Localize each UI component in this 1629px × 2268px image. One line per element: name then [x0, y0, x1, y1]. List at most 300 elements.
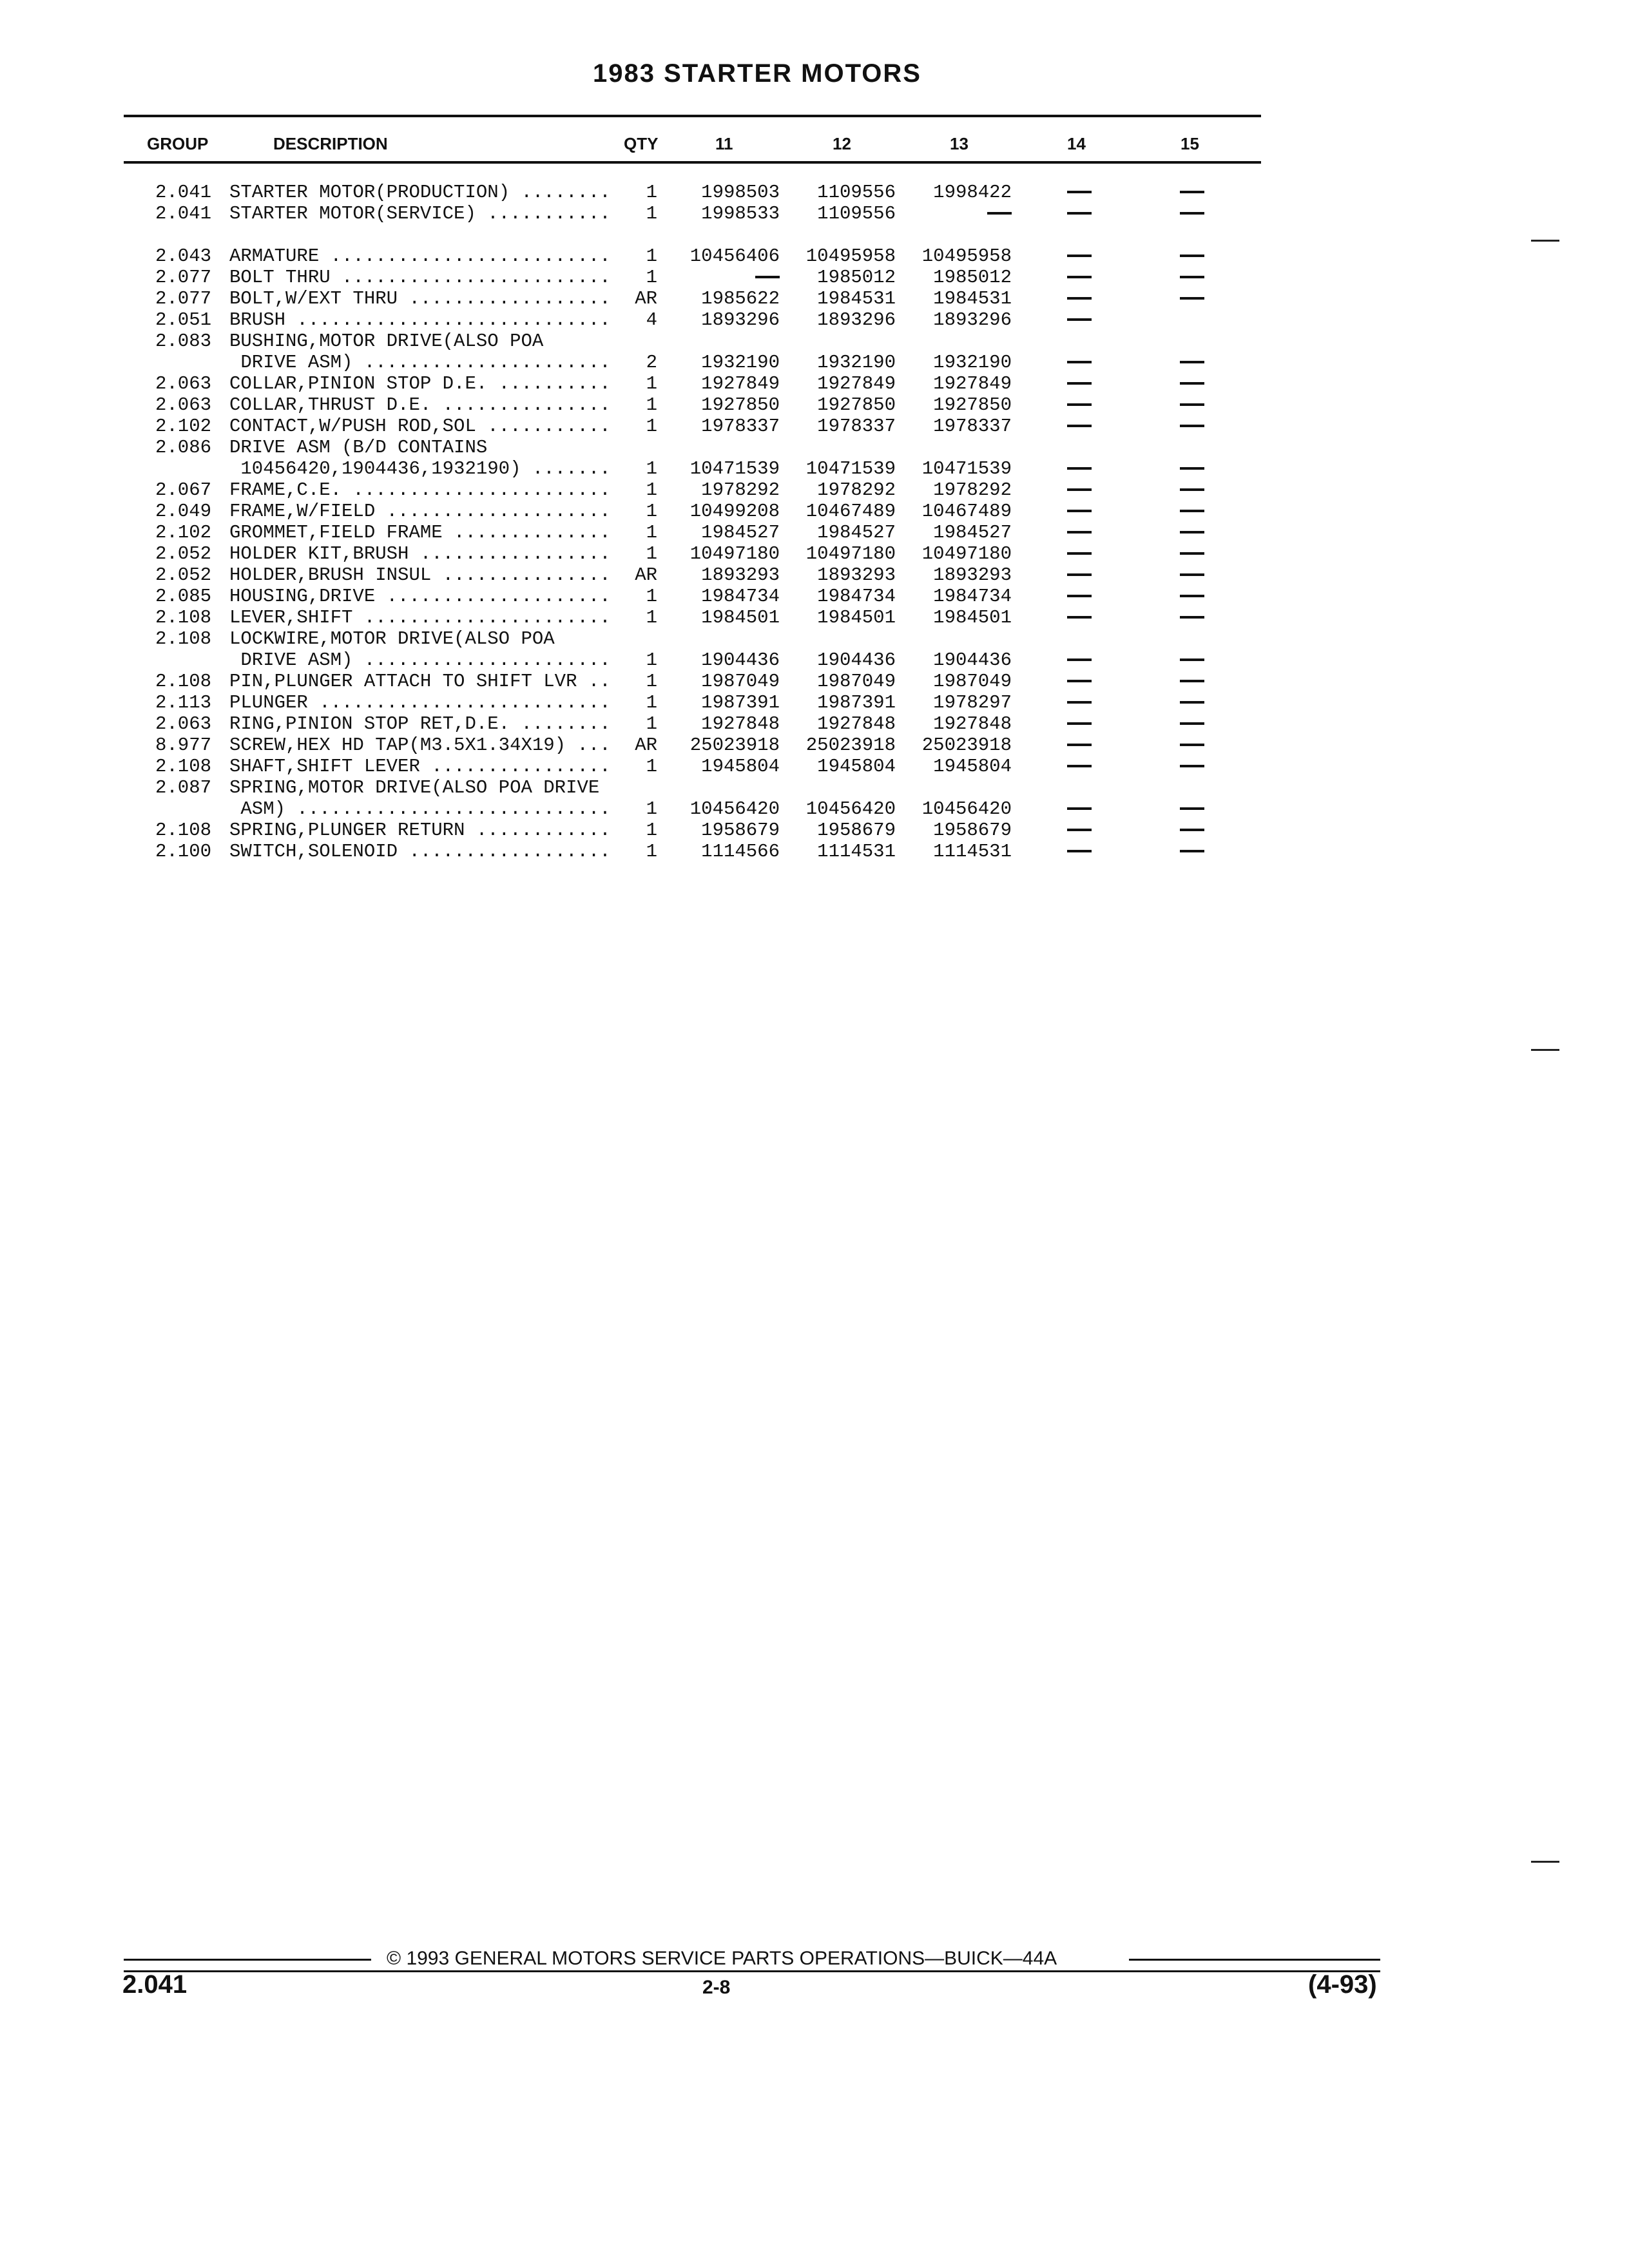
- col-13-cell: 25023918: [921, 735, 1012, 756]
- col-11-cell: 1984734: [701, 586, 780, 607]
- col-12-cell: 1927848: [817, 713, 896, 735]
- description-cell: LEVER,SHIFT ......................: [229, 607, 611, 628]
- col-11-cell: 1985622: [701, 288, 780, 309]
- col-11-cell: 10471539: [689, 458, 780, 479]
- dash-mark: [1067, 573, 1092, 576]
- group-cell: 2.077: [155, 288, 211, 309]
- footer-section-number: 2.041: [122, 1970, 188, 1999]
- qty-cell: 1: [646, 182, 657, 203]
- col-14-cell: [1066, 564, 1092, 586]
- qty-cell: 1: [646, 713, 657, 735]
- col-12-cell: 1984734: [817, 586, 896, 607]
- dash-mark: [1067, 616, 1092, 619]
- col-11-cell: 1984501: [701, 607, 780, 628]
- description-cell: DRIVE ASM) ......................: [229, 649, 611, 671]
- qty-cell: 1: [646, 841, 657, 862]
- col-13-cell: 10456420: [921, 798, 1012, 820]
- col-11-cell: 1998503: [701, 182, 780, 203]
- col-11-cell: 1945804: [701, 756, 780, 777]
- group-cell: 2.043: [155, 245, 211, 267]
- table-row: [0, 522, 1629, 543]
- margin-mark: [1531, 1861, 1559, 1863]
- col-12-cell: 1987049: [817, 671, 896, 692]
- group-cell: 2.108: [155, 756, 211, 777]
- dash-mark: [1067, 829, 1092, 831]
- col-11-cell: 1987391: [701, 692, 780, 713]
- col-11-cell: 1998533: [701, 203, 780, 224]
- description-cell: HOUSING,DRIVE ....................: [229, 586, 611, 607]
- dash-mark: [1180, 361, 1204, 363]
- group-cell: 2.108: [155, 607, 211, 628]
- col-12-cell: 1109556: [817, 203, 896, 224]
- col-14-cell: [1066, 479, 1092, 501]
- col-11-cell: 1978337: [701, 416, 780, 437]
- col-12-cell: 1984527: [817, 522, 896, 543]
- dash-mark: [1180, 297, 1204, 300]
- dash-mark: [1067, 765, 1092, 767]
- dash-mark: [1180, 191, 1204, 193]
- description-cell: PIN,PLUNGER ATTACH TO SHIFT LVR ..: [229, 671, 611, 692]
- dash-mark: [1180, 552, 1204, 555]
- col-12-cell: 25023918: [805, 735, 896, 756]
- qty-cell: 2: [646, 352, 657, 373]
- col-11-cell: 1927849: [701, 373, 780, 394]
- table-row: [0, 394, 1629, 416]
- col-15-cell: [1179, 798, 1205, 820]
- dash-mark: [987, 212, 1012, 215]
- description-cell: ARMATURE .........................: [229, 245, 611, 267]
- col-14-cell: [1066, 309, 1092, 331]
- description-cell: BOLT,W/EXT THRU ..................: [229, 288, 611, 309]
- qty-cell: 1: [646, 671, 657, 692]
- group-cell: 2.108: [155, 820, 211, 841]
- description-cell: SPRING,PLUNGER RETURN ............: [229, 820, 611, 841]
- col-13-cell: 1984734: [933, 586, 1012, 607]
- dash-mark: [1067, 276, 1092, 278]
- qty-cell: 4: [646, 309, 657, 331]
- description-cell: PLUNGER ..........................: [229, 692, 611, 713]
- description-cell: ASM) ............................: [229, 798, 611, 820]
- dash-mark: [1180, 829, 1204, 831]
- col-11-cell: 1927848: [701, 713, 780, 735]
- qty-cell: 1: [646, 522, 657, 543]
- col-13-cell: 1984531: [933, 288, 1012, 309]
- col-14-cell: [1066, 394, 1092, 416]
- table-row: [0, 458, 1629, 479]
- group-cell: 2.041: [155, 182, 211, 203]
- col-15-cell: [1179, 182, 1205, 203]
- group-cell: 2.063: [155, 373, 211, 394]
- description-cell: HOLDER,BRUSH INSUL ...............: [229, 564, 611, 586]
- description-cell: CONTACT,W/PUSH ROD,SOL ...........: [229, 416, 611, 437]
- qty-cell: 1: [646, 267, 657, 288]
- col-14-cell: [1066, 352, 1092, 373]
- col-13-cell: 10471539: [921, 458, 1012, 479]
- col-13-cell: 1978337: [933, 416, 1012, 437]
- col-13-cell: 1893293: [933, 564, 1012, 586]
- table-row: [0, 352, 1629, 373]
- col-11-cell: 1893296: [701, 309, 780, 331]
- table-row: [0, 437, 1629, 458]
- group-cell: 2.102: [155, 416, 211, 437]
- table-row: [0, 543, 1629, 564]
- col-15-cell: [1179, 479, 1205, 501]
- group-cell: 2.113: [155, 692, 211, 713]
- group-cell: 2.102: [155, 522, 211, 543]
- col-14-cell: [1066, 756, 1092, 777]
- group-cell: 2.067: [155, 479, 211, 501]
- dash-mark: [1067, 318, 1092, 321]
- col-12-cell: 10467489: [805, 501, 896, 522]
- col-13-cell: 1998422: [933, 182, 1012, 203]
- col-11-cell: 1984527: [701, 522, 780, 543]
- col-13-cell: 1904436: [933, 649, 1012, 671]
- col-11-cell: [683, 267, 780, 288]
- col-12-cell: 1109556: [817, 182, 896, 203]
- table-row: [0, 607, 1629, 628]
- col-11-cell: 1114566: [701, 841, 780, 862]
- dash-mark: [1180, 744, 1204, 746]
- col-14-cell: [1066, 182, 1092, 203]
- table-row: [0, 756, 1629, 777]
- table-row: [0, 820, 1629, 841]
- col-15-cell: [1179, 288, 1205, 309]
- dash-mark: [1067, 722, 1092, 725]
- header-bottom-rule: [124, 161, 1261, 164]
- col-11-cell: 1927850: [701, 394, 780, 416]
- col-13-cell: 1927849: [933, 373, 1012, 394]
- col-14-cell: [1066, 373, 1092, 394]
- col-11-cell: 1893293: [701, 564, 780, 586]
- qty-cell: 1: [646, 373, 657, 394]
- header-top-rule: [124, 115, 1261, 117]
- col-12-cell: 10497180: [805, 543, 896, 564]
- col-15-cell: [1179, 820, 1205, 841]
- col-15-cell: [1179, 352, 1205, 373]
- table-row: [0, 309, 1629, 331]
- col-14-cell: [1066, 649, 1092, 671]
- col-12-cell: 1945804: [817, 756, 896, 777]
- table-row: [0, 586, 1629, 607]
- description-cell: RING,PINION STOP RET,D.E. ........: [229, 713, 611, 735]
- col-15-cell: [1179, 586, 1205, 607]
- col-15-cell: [1179, 692, 1205, 713]
- col-12-cell: 1932190: [817, 352, 896, 373]
- col-12-cell: 1893293: [817, 564, 896, 586]
- table-row: [0, 671, 1629, 692]
- col-14-cell: [1066, 607, 1092, 628]
- col-13-cell: 1893296: [933, 309, 1012, 331]
- table-row: [0, 649, 1629, 671]
- col-12-cell: 1904436: [817, 649, 896, 671]
- dash-mark: [1067, 467, 1092, 470]
- dash-mark: [1180, 850, 1204, 852]
- col-14-cell: [1066, 501, 1092, 522]
- qty-cell: 1: [646, 458, 657, 479]
- col-13-cell: 1927850: [933, 394, 1012, 416]
- dash-mark: [1067, 510, 1092, 512]
- qty-cell: 1: [646, 798, 657, 820]
- qty-cell: 1: [646, 586, 657, 607]
- dash-mark: [1180, 382, 1204, 385]
- qty-cell: 1: [646, 245, 657, 267]
- dash-mark: [1067, 531, 1092, 533]
- dash-mark: [1180, 807, 1204, 810]
- col-11-cell: 10456406: [689, 245, 780, 267]
- description-cell: SPRING,MOTOR DRIVE(ALSO POA DRIVE: [229, 777, 600, 798]
- dash-mark: [1067, 658, 1092, 661]
- description-cell: DRIVE ASM (B/D CONTAINS: [229, 437, 488, 458]
- footer-rule-left: [124, 1959, 371, 1961]
- col-12-cell: 1985012: [817, 267, 896, 288]
- group-cell: 2.052: [155, 543, 211, 564]
- dash-mark: [1067, 488, 1092, 491]
- col-15-cell: [1179, 713, 1205, 735]
- col-13-cell: 1978297: [933, 692, 1012, 713]
- col-15-cell: [1179, 203, 1205, 224]
- col-13-cell: 10497180: [921, 543, 1012, 564]
- col-15-cell: [1179, 671, 1205, 692]
- col-11-cell: 1932190: [701, 352, 780, 373]
- qty-cell: AR: [635, 288, 657, 309]
- footer-page-number: 2-8: [702, 1977, 731, 1998]
- col-12-cell: 10471539: [805, 458, 896, 479]
- dash-mark: [1180, 765, 1204, 767]
- col-11-cell: 10499208: [689, 501, 780, 522]
- table-row: [0, 564, 1629, 586]
- col-12-cell: 1114531: [817, 841, 896, 862]
- dash-mark: [1180, 212, 1204, 215]
- group-cell: 2.108: [155, 628, 211, 649]
- group-cell: 2.052: [155, 564, 211, 586]
- col-14-cell: [1066, 288, 1092, 309]
- table-row: [0, 501, 1629, 522]
- qty-cell: 1: [646, 820, 657, 841]
- col-13-cell: 1958679: [933, 820, 1012, 841]
- col-header-group: GROUP: [147, 134, 209, 153]
- col-15-cell: [1179, 735, 1205, 756]
- col-14-cell: [1066, 267, 1092, 288]
- dash-mark: [1180, 467, 1204, 470]
- dash-mark: [1180, 658, 1204, 661]
- col-11-cell: 1904436: [701, 649, 780, 671]
- col-11-cell: 1978292: [701, 479, 780, 501]
- col-15-cell: [1179, 373, 1205, 394]
- dash-mark: [1180, 276, 1204, 278]
- col-header-15: 15: [1181, 134, 1199, 153]
- dash-mark: [1067, 595, 1092, 597]
- footer-rule-right: [1129, 1959, 1380, 1961]
- col-11-cell: 10497180: [689, 543, 780, 564]
- table-row: [0, 373, 1629, 394]
- description-cell: SWITCH,SOLENOID ..................: [229, 841, 611, 862]
- dash-mark: [1067, 425, 1092, 427]
- table-row: [0, 331, 1629, 352]
- dash-mark: [1067, 212, 1092, 215]
- col-12-cell: 1927850: [817, 394, 896, 416]
- page-title: 1983 STARTER MOTORS: [593, 59, 921, 88]
- col-header-14: 14: [1067, 134, 1086, 153]
- qty-cell: AR: [635, 564, 657, 586]
- col-header-12: 12: [833, 134, 851, 153]
- col-14-cell: [1066, 586, 1092, 607]
- table-row: [0, 267, 1629, 288]
- qty-cell: 1: [646, 394, 657, 416]
- col-12-cell: 1958679: [817, 820, 896, 841]
- col-14-cell: [1066, 543, 1092, 564]
- dash-mark: [1067, 850, 1092, 852]
- qty-cell: 1: [646, 203, 657, 224]
- col-13-cell: 1987049: [933, 671, 1012, 692]
- col-15-cell: [1179, 841, 1205, 862]
- col-14-cell: [1066, 820, 1092, 841]
- col-14-cell: [1066, 713, 1092, 735]
- table-row: [0, 841, 1629, 862]
- dash-mark: [1067, 701, 1092, 704]
- col-12-cell: 1984501: [817, 607, 896, 628]
- dash-mark: [1180, 255, 1204, 257]
- description-cell: FRAME,C.E. .......................: [229, 479, 611, 501]
- dash-mark: [1067, 255, 1092, 257]
- group-cell: 8.977: [155, 735, 211, 756]
- qty-cell: 1: [646, 649, 657, 671]
- table-row: [0, 798, 1629, 820]
- qty-cell: 1: [646, 756, 657, 777]
- footer-revision: (4-93): [1308, 1970, 1377, 1999]
- col-13-cell: 1932190: [933, 352, 1012, 373]
- description-cell: BUSHING,MOTOR DRIVE(ALSO POA: [229, 331, 544, 352]
- col-12-cell: 1987391: [817, 692, 896, 713]
- table-row-spacer: [0, 224, 1629, 245]
- col-13-cell: 1945804: [933, 756, 1012, 777]
- table-row: [0, 777, 1629, 798]
- col-15-cell: [1179, 607, 1205, 628]
- col-13-cell: 10495958: [921, 245, 1012, 267]
- col-15-cell: [1179, 394, 1205, 416]
- margin-mark: [1531, 1049, 1559, 1051]
- col-14-cell: [1066, 841, 1092, 862]
- table-row: [0, 288, 1629, 309]
- col-13-cell: 1114531: [933, 841, 1012, 862]
- col-15-cell: [1179, 416, 1205, 437]
- description-cell: STARTER MOTOR(PRODUCTION) ........: [229, 182, 611, 203]
- col-15-cell: [1179, 501, 1205, 522]
- dash-mark: [1180, 403, 1204, 406]
- dash-mark: [1180, 425, 1204, 427]
- table-row: [0, 628, 1629, 649]
- table-row: [0, 692, 1629, 713]
- dash-mark: [1067, 403, 1092, 406]
- dash-mark: [1067, 361, 1092, 363]
- description-cell: DRIVE ASM) ......................: [229, 352, 611, 373]
- group-cell: 2.063: [155, 713, 211, 735]
- description-cell: SHAFT,SHIFT LEVER ................: [229, 756, 611, 777]
- group-cell: 2.041: [155, 203, 211, 224]
- dash-mark: [1067, 297, 1092, 300]
- dash-mark: [1180, 573, 1204, 576]
- col-header-11: 11: [715, 134, 733, 153]
- margin-mark: [1531, 240, 1559, 242]
- qty-cell: 1: [646, 607, 657, 628]
- qty-cell: 1: [646, 501, 657, 522]
- dash-mark: [755, 276, 780, 278]
- col-12-cell: 10495958: [805, 245, 896, 267]
- dash-mark: [1180, 701, 1204, 704]
- col-14-cell: [1066, 671, 1092, 692]
- group-cell: 2.100: [155, 841, 211, 862]
- dash-mark: [1180, 616, 1204, 619]
- group-cell: 2.063: [155, 394, 211, 416]
- col-15-cell: [1179, 564, 1205, 586]
- group-cell: 2.086: [155, 437, 211, 458]
- col-12-cell: 1927849: [817, 373, 896, 394]
- col-15-cell: [1179, 458, 1205, 479]
- dash-mark: [1067, 744, 1092, 746]
- dash-mark: [1067, 382, 1092, 385]
- col-13-cell: 10467489: [921, 501, 1012, 522]
- col-12-cell: 1978292: [817, 479, 896, 501]
- dash-mark: [1180, 510, 1204, 512]
- group-cell: 2.051: [155, 309, 211, 331]
- description-cell: SCREW,HEX HD TAP(M3.5X1.34X19) ...: [229, 735, 611, 756]
- col-15-cell: [1179, 756, 1205, 777]
- parts-table: [0, 182, 1629, 862]
- col-12-cell: 10456420: [805, 798, 896, 820]
- description-cell: HOLDER KIT,BRUSH .................: [229, 543, 611, 564]
- group-cell: 2.083: [155, 331, 211, 352]
- col-14-cell: [1066, 735, 1092, 756]
- dash-mark: [1180, 680, 1204, 682]
- col-14-cell: [1066, 522, 1092, 543]
- col-13-cell: 1984527: [933, 522, 1012, 543]
- description-cell: LOCKWIRE,MOTOR DRIVE(ALSO POA: [229, 628, 555, 649]
- footer-rule-bottom: [124, 1970, 1380, 1972]
- dash-mark: [1180, 722, 1204, 725]
- col-15-cell: [1179, 522, 1205, 543]
- group-cell: 2.077: [155, 267, 211, 288]
- dash-mark: [1067, 807, 1092, 810]
- table-row: [0, 479, 1629, 501]
- description-cell: GROMMET,FIELD FRAME ..............: [229, 522, 611, 543]
- qty-cell: 1: [646, 479, 657, 501]
- dash-mark: [1067, 191, 1092, 193]
- col-14-cell: [1066, 798, 1092, 820]
- col-15-cell: [1179, 649, 1205, 671]
- dash-mark: [1067, 680, 1092, 682]
- qty-cell: 1: [646, 416, 657, 437]
- description-cell: 10456420,1904436,1932190) .......: [229, 458, 611, 479]
- col-header-13: 13: [950, 134, 969, 153]
- col-15-cell: [1179, 267, 1205, 288]
- description-cell: FRAME,W/FIELD ....................: [229, 501, 611, 522]
- col-11-cell: 1987049: [701, 671, 780, 692]
- col-14-cell: [1066, 692, 1092, 713]
- col-12-cell: 1984531: [817, 288, 896, 309]
- group-cell: 2.087: [155, 777, 211, 798]
- dash-mark: [1067, 552, 1092, 555]
- group-cell: 2.085: [155, 586, 211, 607]
- qty-cell: 1: [646, 543, 657, 564]
- table-row: [0, 713, 1629, 735]
- col-12-cell: 1978337: [817, 416, 896, 437]
- col-15-cell: [1179, 245, 1205, 267]
- dash-mark: [1180, 488, 1204, 491]
- col-14-cell: [1066, 458, 1092, 479]
- col-15-cell: [1179, 543, 1205, 564]
- col-11-cell: 1958679: [701, 820, 780, 841]
- col-14-cell: [1066, 203, 1092, 224]
- col-14-cell: [1066, 245, 1092, 267]
